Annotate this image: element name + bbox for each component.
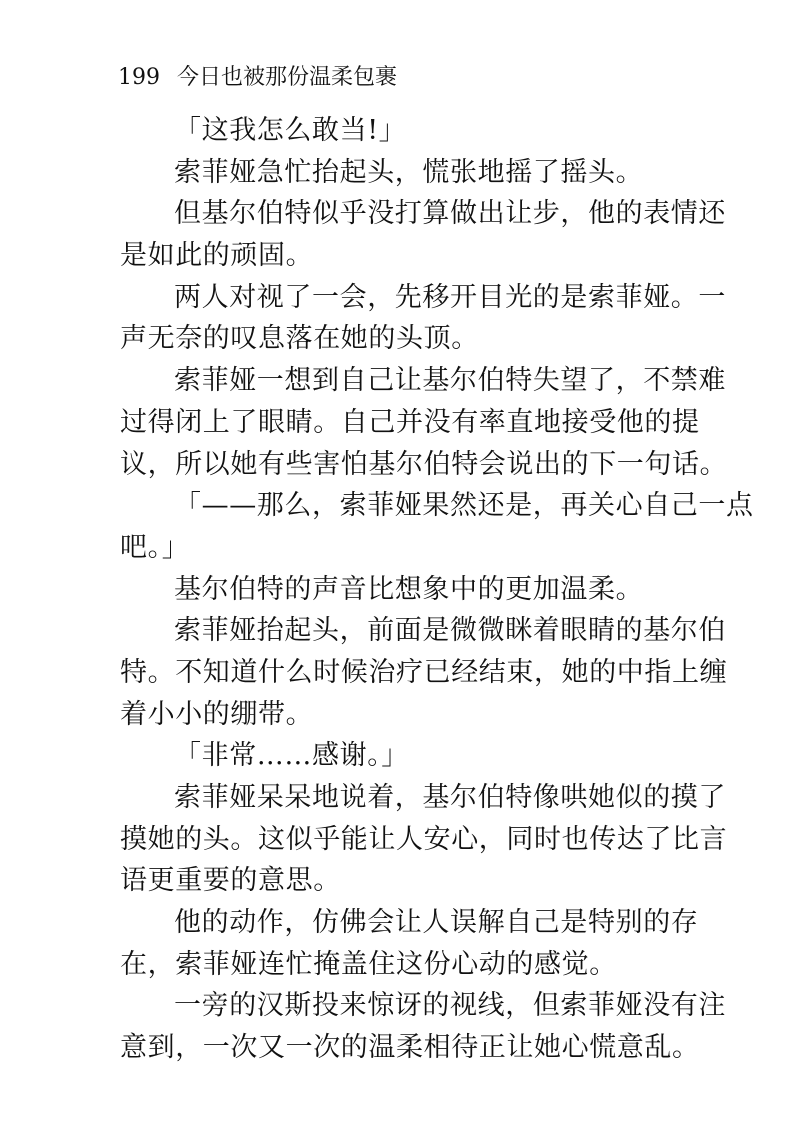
text-line: 声无奈的叹息落在她的头顶。 [120,323,479,355]
text-line: 是如此的顽固。 [120,240,314,272]
text-line: 索菲娅急忙抬起头，慌张地摇了摇头。 [174,156,644,188]
text-line: 基尔伯特的声音比想象中的更加温柔。 [174,573,644,605]
text-line: 索菲娅一想到自己让基尔伯特失望了，不禁难 [174,365,726,397]
body-text [120,110,754,1069]
running-header [118,62,397,94]
text-line: 「这我怎么敢当!」 [174,115,407,146]
text-line: 两人对视了一会，先移开目光的是索菲娅。一 [174,281,726,313]
text-line: 过得闭上了眼睛。自己并没有率直地接受他的提 [120,406,700,438]
text-line: 摸她的头。这似乎能让人安心，同时也传达了比言 [120,823,728,855]
text-line: 吧。」 [120,531,190,563]
text-line: 特。不知道什么时候治疗已经结束，她的中指上缠 [120,656,728,688]
text-line: 语更重要的意思。 [120,865,341,897]
text-line: 索菲娅呆呆地说着，基尔伯特像哄她似的摸了 [174,782,726,813]
text-line: 「非常……感谢。」 [174,740,409,772]
text-line: 意到，一次又一次的温柔相待正让她心慌意乱。 [120,1032,700,1064]
chapter-title: 今日也被那份温柔包裹 [177,65,398,90]
text-line: 「——那么，索菲娅果然还是，再关心自己一点 [174,490,754,522]
text-line: 一旁的汉斯投来惊讶的视线，但索菲娅没有注 [174,990,726,1022]
text-line: 议，所以她有些害怕基尔伯特会说出的下一句话。 [120,448,728,480]
text-line: 在，索菲娅连忙掩盖住这份心动的感觉。 [120,948,617,980]
text-line: 着小小的绷带。 [120,698,314,730]
text-line: 他的动作，仿佛会让人误解自己是特别的存 [174,907,699,939]
text-line: 但基尔伯特似乎没打算做出让步，他的表情还 [174,198,726,230]
page-number: 199 [118,65,160,90]
text-line: 索菲娅抬起头，前面是微微眯着眼睛的基尔伯 [174,615,726,647]
